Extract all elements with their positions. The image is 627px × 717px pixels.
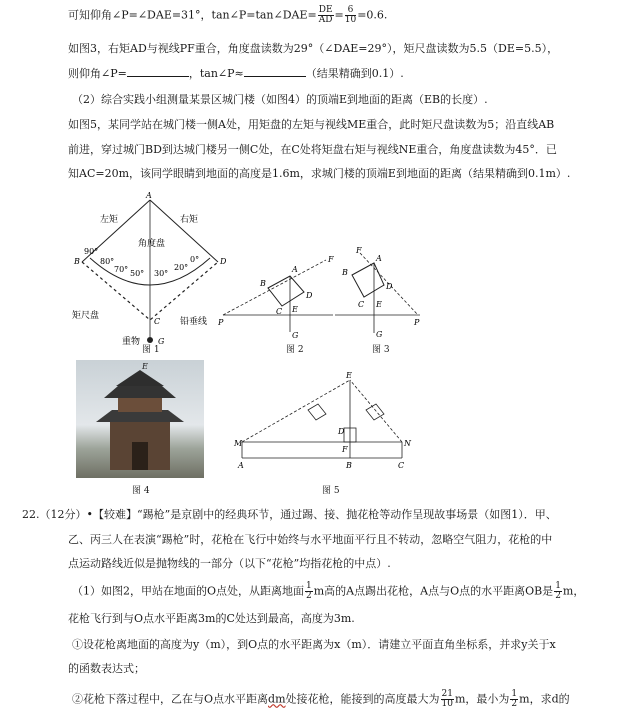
line-7: 知AC=20m，该同学眼睛到地面的高度是1.6m，求城门楼的顶端E到地面的距离（结果精确到0.1m）. [68, 167, 571, 180]
figure-2 [218, 250, 338, 340]
frac-den: 10 [441, 699, 453, 709]
fig1-label-left-arm: 左矩 [100, 215, 119, 225]
fig3-point-d: D [386, 282, 393, 291]
fig2-sight [223, 260, 326, 315]
fig1-point-a: A [146, 192, 152, 200]
fig1-point-d: D [220, 257, 227, 266]
fig3-point-a: A [376, 254, 382, 263]
tower-gate [132, 442, 148, 470]
fig5-point-a: A [238, 461, 244, 470]
fig3-point-p: P [414, 318, 420, 327]
q22-line-8-d: m，求d的 [519, 692, 570, 706]
fig3-caption: 图 3 [372, 345, 390, 355]
frac-num: 1 [511, 689, 518, 699]
frac-num: 1 [555, 581, 561, 591]
fig5-point-m: M [234, 439, 243, 448]
equals: = [334, 8, 344, 22]
fig5-sight-right [350, 380, 402, 442]
figure-3 [330, 245, 425, 340]
q22-dm-underlined: dm [268, 692, 286, 706]
fig3-point-c: C [358, 300, 365, 309]
frac-den: AD [318, 15, 333, 25]
fig1-angle-80: 80° [100, 257, 115, 266]
fraction-21-10 [441, 690, 454, 709]
figure-1 [70, 192, 230, 360]
fig1-point-c: C [154, 317, 161, 326]
frac-den: 2 [555, 591, 561, 601]
fig1-angle-70: 70° [114, 265, 129, 274]
q22-line-2: 乙、丙三人在表演“踢枪”时，花枪在飞行中始终与水平地面平行且不转动，忽略空气阻力，花枪的中 [68, 533, 553, 546]
fig1-caption: 图 1 [142, 345, 160, 355]
fig1-label-dial: 角度盘 [138, 239, 166, 249]
q22-line-4-a: （1）如图2，甲站在地面的O点处，从距离地面 [72, 584, 305, 598]
frac-den: 10 [344, 15, 357, 25]
fig5-square-left [308, 404, 326, 420]
line-3-c: （结果精确到0.1）. [305, 67, 404, 80]
line-6: 前进，穿过城门BD到达城门楼另一侧C处，在C处将矩盘右矩与视线NE重合，角度盘读数为45°．已 [68, 143, 557, 156]
line-1 [68, 6, 387, 25]
frac-num: DE [318, 5, 333, 15]
fig5-sight-left [242, 380, 350, 442]
tower-middle [118, 396, 162, 412]
q22-line-1: 22.（12分）•【较难】“踢枪”是京剧中的经典环节，通过踢、接、抛花枪等动作呈现故事场景（如图1）．甲、 [22, 508, 557, 521]
line-2: 如图3，右矩AD与视线PF重合，角度盘读数为29°（∠DAE=29°），矩尺盘读数为5.5（DE=5.5）， [68, 42, 559, 55]
fraction-6-10 [345, 6, 356, 25]
q22-line-8-b: 处接花枪，能接到的高度最大为 [285, 692, 440, 706]
fig5-point-c: C [398, 461, 405, 470]
fig4-point-e: E [142, 362, 148, 371]
fig2-point-g: G [292, 331, 299, 340]
frac-num: 1 [306, 581, 312, 591]
q22-line-6: ①设花枪离地面的高度为y（m），到O点的水平距离为x（m）．请建立平面直角坐标系，并求y关于x [72, 638, 556, 651]
q22-line-3: 点运动路线近似是抛物线的一部分（以下“花枪”均指花枪的中点）. [68, 557, 391, 570]
q22-line-4-c: m， [562, 584, 585, 598]
line-3 [68, 66, 404, 81]
fig1-point-b: B [74, 257, 80, 266]
fig1-label-right-arm: 右矩 [180, 215, 199, 225]
fig2-caption: 图 2 [286, 345, 304, 355]
roof-top [116, 370, 164, 386]
frac-den: 2 [306, 591, 312, 601]
line-1-end: =0.6. [357, 8, 388, 22]
line-3-b: ，tan∠P≈ [188, 67, 244, 80]
fig1-label-weight: 重物 [122, 337, 141, 347]
line-1-text: 可知仰角∠P=∠DAE=31°，tan∠P=tan∠DAE= [68, 8, 317, 22]
q22-line-7: 的函数表达式； [68, 662, 145, 675]
fig2-point-c: C [276, 307, 283, 316]
fig2-point-e: E [292, 305, 298, 314]
fig1-label-plumb: 铅垂线 [180, 317, 208, 327]
figure-5 [232, 370, 412, 475]
fig1-label-ruler: 矩尺盘 [72, 311, 100, 321]
fig5-point-d: D [338, 427, 345, 436]
fig1-angle-90: 90° [84, 247, 99, 256]
q22-line-8 [72, 690, 570, 709]
fig1-angle-50: 50° [130, 269, 145, 278]
fig2-point-p: P [218, 318, 224, 327]
q22-line-5: 花枪飞行到与O点水平距离3m的C处达到最高，高度为3m. [68, 612, 355, 625]
fig1-angle-0: 0° [190, 255, 200, 264]
fig5-point-e: E [346, 371, 352, 380]
q22-line-4 [72, 582, 584, 601]
fig2-point-f: F [328, 255, 334, 264]
fig2-point-a: A [292, 265, 298, 274]
fig1-point-g: G [158, 337, 165, 346]
line-3-a: 则仰角∠P= [68, 67, 127, 80]
fraction-half-3 [510, 690, 518, 709]
line-4: （2）综合实践小组测量某景区城门楼（如图4）的顶端E到地面的距离（EB的长度）. [72, 93, 488, 106]
answer-blank-angle[interactable] [127, 66, 189, 77]
fig1-angle-20: 20° [174, 263, 189, 272]
q22-line-8-a: ②花枪下落过程中，乙在与O点水平距离 [72, 692, 269, 706]
fig3-point-b: B [342, 268, 348, 277]
fig5-point-b: B [346, 461, 352, 470]
frac-num: 6 [345, 6, 356, 16]
fig3-point-g: G [376, 330, 383, 339]
gate-tower-drawing [76, 360, 204, 478]
fraction-half-2 [554, 582, 562, 601]
fig3-point-e: E [376, 300, 382, 309]
fig4-caption: 图 4 [132, 486, 150, 496]
fraction-de-ad [318, 6, 334, 25]
figure-4-photo [76, 360, 204, 478]
fig3-point-f: F [356, 246, 362, 255]
fig2-point-b: B [260, 279, 266, 288]
fig2-point-d: D [306, 291, 313, 300]
fig5-point-n: N [404, 439, 411, 448]
fig2-square [268, 276, 304, 306]
fig5-caption: 图 5 [322, 486, 340, 496]
q22-line-4-b: m高的A点踢出花枪，A点与O点的水平距离OB是 [313, 584, 554, 598]
fraction-half-1 [305, 582, 313, 601]
line-5: 如图5，某同学站在城门楼一侧A处，用矩盘的左矩与视线ME重合，此时矩尺盘读数为5；沿直线AB [68, 118, 555, 131]
roof-middle [104, 386, 176, 398]
fig1-right-arm-line [150, 200, 218, 262]
fig5-point-f: F [342, 445, 348, 454]
answer-blank-tan[interactable] [244, 66, 306, 77]
frac-num: 21 [441, 689, 453, 699]
fig1-angle-30: 30° [154, 269, 169, 278]
q22-line-8-c: m，最小为 [454, 692, 510, 706]
fig3-square [352, 263, 384, 297]
frac-den: 2 [511, 699, 518, 709]
